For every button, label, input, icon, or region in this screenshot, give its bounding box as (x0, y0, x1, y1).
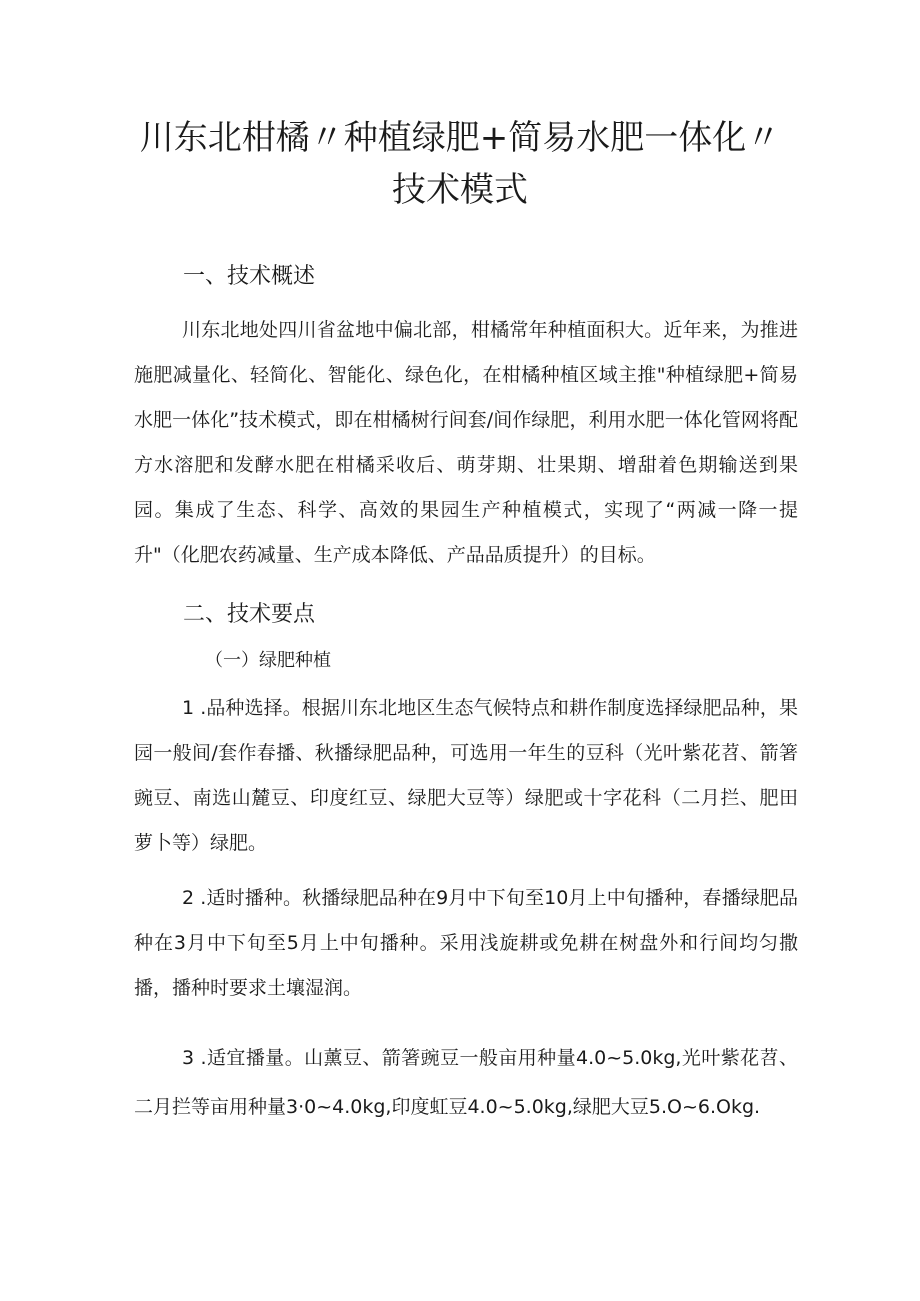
subsection-heading-green-manure: （一）绿肥种植 (205, 650, 331, 671)
timely-sowing-paragraph: 2 .适时播种。秋播绿肥品种在9月中下旬至10月上中旬播种，春播绿肥品种在3月中下旬至5月上中旬播种。采用浅旋耕或免耕在树盘外和行间均匀撒播，播种时要求土壤湿润。 (134, 887, 798, 999)
overview-paragraph: 川东北地处四川省盆地中偏北部，柑橘常年种植面积大。近年来，为推进施肥减量化、轻简化、智能化、绿色化，在柑橘种植区域主推"种植绿肥+简易水肥一体化”技术模式，即在柑橘树行间套/间作绿肥，利用水肥一体化管网将配方水溶肥和发酵水肥在柑橘采收后、萌芽期、壮果期、增甜着色期输送到果园。集成了生态、科学、高效的果园生产种植模式，实现了“两减一降一提升"（化肥农药减量、生产成本降低、产品品质提升）的目标。 (134, 319, 798, 566)
section-heading-key-points: 二、技术要点 (183, 602, 316, 627)
document-title: 川东北柑橘〃种植绿肥+简易水肥一体化〃技术模式 (139, 118, 781, 210)
seeding-rate-paragraph: 3 .适宜播量。山薰豆、箭箸豌豆一般亩用种量4.0~5.0kg,光叶紫花苕、二月拦等亩用种量3·0~4.0kg,印度虹豆4.0~5.0kg,绿肥大豆5.O~6.Okg. (134, 1047, 798, 1118)
section-heading-overview: 一、技术概述 (183, 264, 316, 289)
variety-selection-paragraph: 1 .品种选择。根据川东北地区生态气候特点和耕作制度选择绿肥品种，果园一般间/套作春播、秋播绿肥品种，可选用一年生的豆科（光叶紫花苕、箭箸豌豆、南选山麓豆、印度红豆、绿肥大豆等）绿肥或十字花科（二月拦、肥田萝卜等）绿肥。 (134, 697, 798, 854)
